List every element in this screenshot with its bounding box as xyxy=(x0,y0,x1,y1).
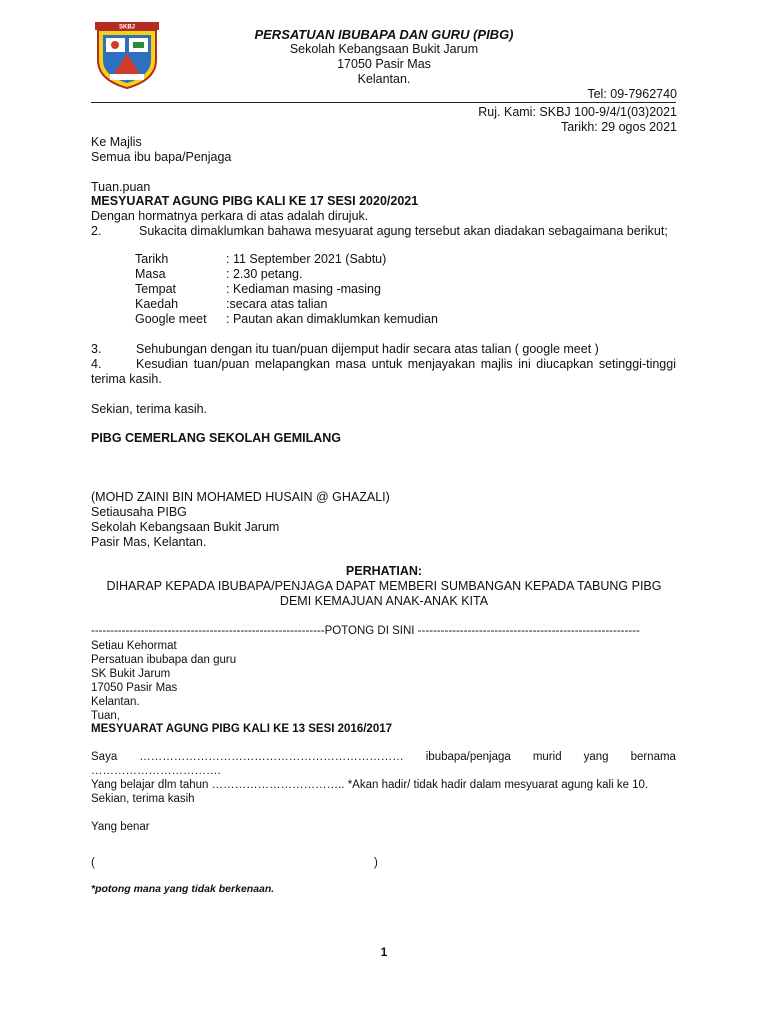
slip-student-blank: ……………………………. xyxy=(91,765,221,777)
paragraph-1: Dengan hormatnya perkara di atas adalah dirujuk. xyxy=(91,209,369,223)
slip-line3: SK Bukit Jarum xyxy=(91,668,171,680)
paragraph-2-number: 2. xyxy=(91,224,102,238)
page-number: 1 xyxy=(380,945,388,959)
school-postcode: 17050 Pasir Mas xyxy=(337,57,431,71)
slip-line6: Tuan, xyxy=(91,710,120,722)
detail-value: : Pautan akan dimaklumkan kemudian xyxy=(226,312,438,326)
slip-saya-row xyxy=(91,751,676,763)
signatory-place: Pasir Mas, Kelantan. xyxy=(91,535,207,549)
slip-yang-benar: Yang benar xyxy=(91,821,150,833)
detail-value: : 2.30 petang. xyxy=(226,267,303,281)
letter-date: Tarikh: 29 ogos 2021 xyxy=(560,120,677,134)
paragraph-4-end: terima kasih. xyxy=(91,372,162,386)
slip-bernama: bernama xyxy=(630,751,676,763)
notice-line2: DEMI KEMAJUAN ANAK-ANAK KITA xyxy=(279,594,489,608)
slip-name-blank: …………………………………………………………… xyxy=(139,751,404,763)
slip-yang: yang xyxy=(583,751,609,763)
slip-saya: Saya xyxy=(91,751,118,763)
detail-label: Masa xyxy=(135,267,166,281)
detail-label: Tempat xyxy=(135,282,176,296)
notice-heading: PERHATIAN: xyxy=(345,564,423,578)
slip-paren-open: ( xyxy=(91,857,95,869)
org-name: PERSATUAN IBUBAPA DAN GURU (PIBG) xyxy=(254,27,514,42)
signatory-title: Setiausaha PIBG xyxy=(91,505,187,519)
header-rule xyxy=(91,102,676,103)
paragraph-3: Sehubungan dengan itu tuan/puan dijemput hadir secara atas talian ( google meet ) xyxy=(136,342,599,356)
slip-attendance: Yang belajar dlm tahun …………………………….. *Akan hadir/ tidak hadir dalam mesyuarat agung kali ke 10. xyxy=(91,779,649,791)
detail-label: Google meet xyxy=(135,312,207,326)
signatory-name: (MOHD ZAINI BIN MOHAMED HUSAIN @ GHAZALI) xyxy=(91,490,390,504)
reference-number: Ruj. Kami: SKBJ 100-9/4/1(03)2021 xyxy=(478,105,677,119)
salutation: Tuan.puan xyxy=(91,180,151,194)
recipient-line1: Ke Majlis xyxy=(91,135,142,149)
telephone: Tel: 09-7962740 xyxy=(587,87,677,101)
slip-ibubapa: ibubapa/penjaga xyxy=(425,751,511,763)
slip-line4: 17050 Pasir Mas xyxy=(91,682,178,694)
notice-line1: DIHARAP KEPADA IBUBAPA/PENJAGA DAPAT MEMBERI SUMBANGAN KEPADA TABUNG PIBG xyxy=(106,579,662,593)
detail-label: Kaedah xyxy=(135,297,179,311)
detail-value: : 11 September 2021 (Sabtu) xyxy=(226,252,387,266)
paragraph-3-number: 3. xyxy=(91,342,102,356)
detail-value: :secara atas talian xyxy=(226,297,328,311)
slip-line2: Persatuan ibubapa dan guru xyxy=(91,654,237,666)
motto: PIBG CEMERLANG SEKOLAH GEMILANG xyxy=(91,431,342,445)
recipient-line2: Semua ibu bapa/Penjaga xyxy=(91,150,232,164)
slip-subject: MESYUARAT AGUNG PIBG KALI KE 13 SESI 2016/2017 xyxy=(91,723,393,735)
slip-footnote: *potong mana yang tidak berkenaan. xyxy=(91,883,275,895)
school-name: Sekolah Kebangsaan Bukit Jarum xyxy=(289,42,479,56)
crest-text: SKBJ xyxy=(118,24,136,31)
detail-label: Tarikh xyxy=(135,252,169,266)
signatory-school: Sekolah Kebangsaan Bukit Jarum xyxy=(91,520,280,534)
slip-line1: Setiau Kehormat xyxy=(91,640,177,652)
school-state: Kelantan. xyxy=(357,72,411,86)
letter-subject: MESYUARAT AGUNG PIBG KALI KE 17 SESI 2020/2021 xyxy=(91,194,419,208)
paragraph-2: Sukacita dimaklumkan bahawa mesyuarat agung tersebut akan diadakan sebagaimana berikut; xyxy=(139,224,668,238)
cut-line: -------------------------------------------------------------POTONG DI SINI ---------------------------------------------------------- xyxy=(91,625,640,637)
paragraph-4-number: 4. xyxy=(91,357,102,371)
detail-value: : Kediaman masing -masing xyxy=(226,282,381,296)
closing: Sekian, terima kasih. xyxy=(91,402,208,416)
slip-sekian: Sekian, terima kasih xyxy=(91,793,195,805)
slip-paren-close: ) xyxy=(374,857,378,869)
slip-murid: murid xyxy=(532,751,562,763)
paragraph-4: Kesudian tuan/puan melapangkan masa untuk menjayakan majlis ini diucapkan setinggi-tinggi xyxy=(136,357,676,371)
slip-line5: Kelantan. xyxy=(91,696,140,708)
